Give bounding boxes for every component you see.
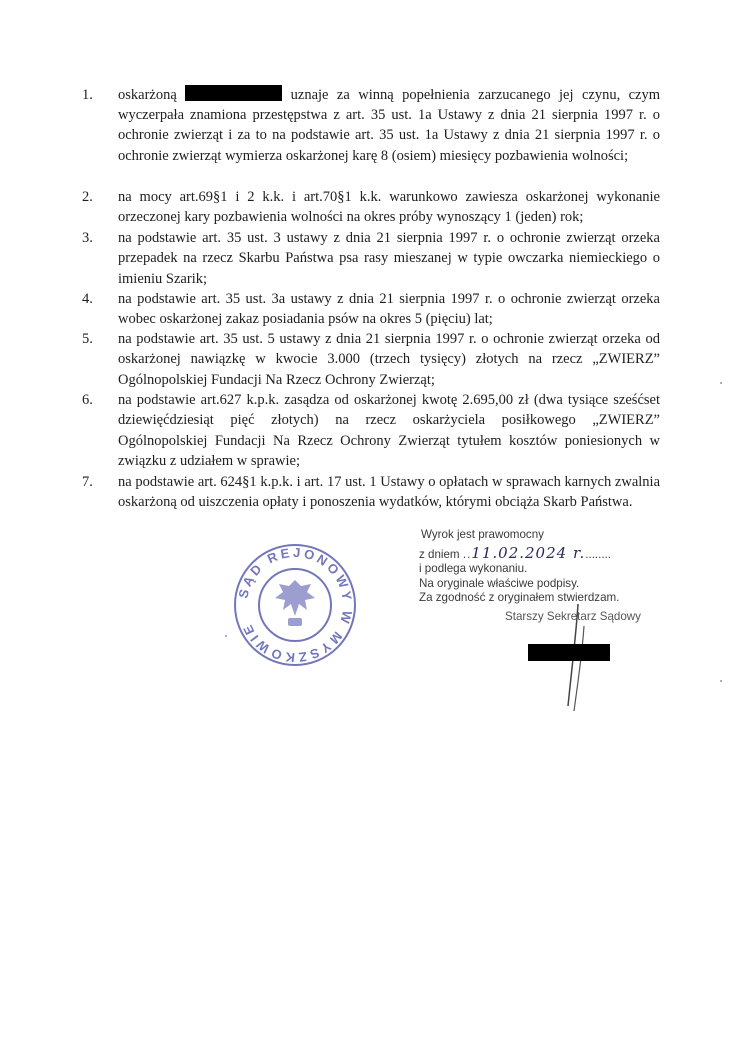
item-lead-text: oskarżoną [118, 87, 177, 103]
item-number: 5. [82, 331, 93, 347]
item-number: 7. [82, 474, 93, 490]
annotation-handwritten-date: 11.02.2024 r. [471, 543, 586, 562]
item-text: na podstawie art. 35 ust. 3 ustawy z dnia 21 sierpnia 1997 r. o ochronie zwierząt orzeka przepadek na rzecz Skarbu Państwa psa rasy mieszanej w typie owczarka niemieckiego o imieniu Szarik; [118, 230, 660, 287]
scan-speck [720, 680, 722, 682]
eagle-emblem-icon [275, 580, 315, 626]
item-text: na podstawie art. 35 ust. 3a ustawy z dnia 21 sierpnia 1997 r. o ochronie zwierząt orzeka wobec oskarżonej zakaz posiadania psów na okres 5 (pięciu) lat; [118, 291, 660, 328]
finality-annotation: Wyrok jest prawomocny z dniem ..11.02.2024 r......... i podlega wykonaniu. Na oryginale właściwe podpisy. Za zgodność z oryginałem stwierdzam. [419, 528, 620, 605]
annotation-line-1: Wyrok jest prawomocny [421, 528, 544, 541]
scan-speck [225, 635, 227, 637]
stamp-text: SĄD REJONOWY W MYSZKOWIE [235, 544, 356, 666]
item-number: 2. [82, 189, 93, 205]
redacted-name [185, 85, 282, 101]
item-number: 6. [82, 392, 93, 408]
item-number: 3. [82, 230, 93, 246]
item-text: na podstawie art.627 k.p.k. zasądza od oskarżonej kwotę 2.695,00 zł (dwa tysiące sześćset dziewięćdziesiąt pięć złotych) na rzecz oskarżyciela posiłkowego „ZWIERZ” Ogólnopolskiej Fundacji Na Rzecz Ochrony Zwierząt tytułem kosztów poniesionych w związku z udziałem w sprawie; [118, 392, 660, 470]
signature-title: Starszy Sekretarz Sądowy [505, 610, 641, 623]
item-text: na podstawie art. 624§1 k.p.k. i art. 17 ust. 1 Ustawy o opłatach w sprawach karnych zwalnia oskarżoną od uiszczenia opłaty i ponoszenia wydatków, którymi obciąża Skarb Państwa. [118, 474, 660, 511]
item-text: na mocy art.69§1 i 2 k.k. i art.70§1 k.k. warunkowo zawiesza oskarżonej wykonanie orzeczonej kary pozbawienia wolności na okres próby wynoszący 1 (jeden) rok; [118, 189, 660, 226]
item-number: 1. [82, 87, 93, 103]
annotation-date-prefix: z dniem [419, 547, 460, 561]
annotation-line-5: Za zgodność z oryginałem stwierdzam. [419, 591, 620, 605]
scan-speck [720, 382, 722, 384]
item-text: na podstawie art. 35 ust. 5 ustawy z dnia 21 sierpnia 1997 r. o ochronie zwierząt orzeka od oskarżonej nawiązkę w kwocie 3.000 (trzech tysięcy) złotych na rzecz „ZWIERZ” Ogólnopolskiej Fundacji Na Rzecz Ochrony Zwierząt; [118, 331, 660, 388]
redacted-signature-name [528, 644, 610, 661]
annotation-line-4: Na oryginale właściwe podpisy. [419, 576, 580, 590]
item-text-after-redaction: uznaje za winną popełnienia zarzucanego jej czynu, czym [290, 87, 660, 103]
court-stamp [230, 540, 360, 670]
item-text: wyczerpała znamiona przestępstwa z art. 35 ust. 1a Ustawy z dnia 21 sierpnia 1997 r. o ochronie zwierząt i za to na podstawie art. 35 ust. 1a Ustawy z dnia 21 sierpnia 1997 r. o ochronie zwierząt wymierza oskarżonej karę 8 (osiem) miesięcy pozbawienia wolności; [118, 107, 660, 164]
item-number: 4. [82, 291, 93, 307]
annotation-line-3: i podlega wykonaniu. [419, 562, 528, 576]
